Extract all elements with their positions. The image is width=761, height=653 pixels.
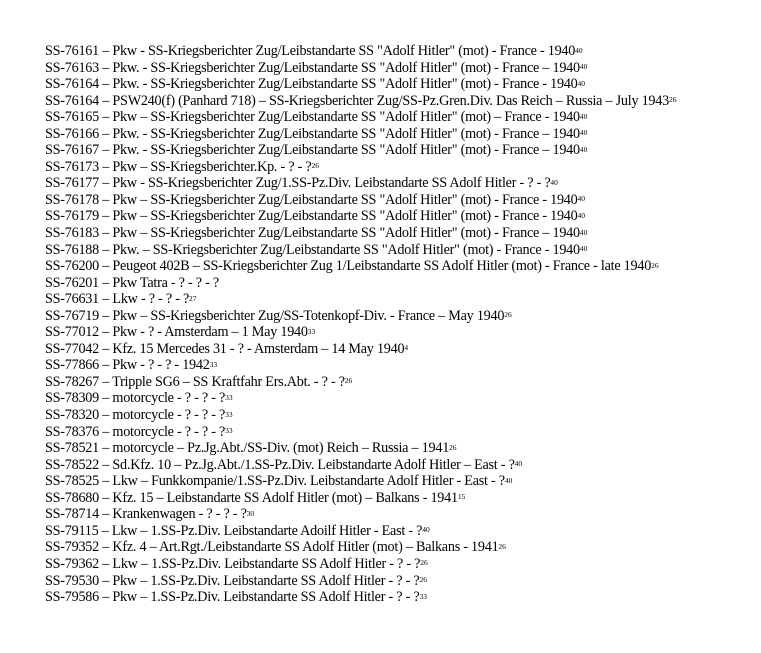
list-item bbox=[45, 357, 757, 374]
footnote-ref: 26 bbox=[311, 161, 319, 171]
footnote-ref: 26 bbox=[449, 442, 457, 452]
footnote-ref: 33 bbox=[419, 591, 427, 601]
entry-text: SS-76201 – Pkw Tatra - ? - ? - ? bbox=[45, 274, 219, 291]
list-item bbox=[45, 225, 757, 242]
entry-text: SS-78521 – motorcycle – Pz.Jg.Abt./SS-Div. (mot) Reich – Russia – 1941 bbox=[45, 440, 450, 457]
list-item bbox=[45, 341, 757, 358]
entry-text: SS-78522 – Sd.Kfz. 10 – Pz.Jg.Abt./1.SS-Pz.Div. Leibstandarte Adolf Hitler – East - ? bbox=[45, 456, 515, 473]
entry-text: SS-76183 – Pkw – SS-Kriegsberichter Zug/Leibstandarte SS "Adolf Hitler" (mot) - France – 1940 bbox=[45, 225, 580, 242]
list-item bbox=[45, 76, 757, 93]
list-item bbox=[45, 175, 757, 192]
entry-text: SS-76164 – PSW240(f) (Panhard 718) – SS-Kriegsberichter Zug/SS-Pz.Gren.Div. Das Reich – Russia – July 1943 bbox=[45, 92, 669, 109]
footnote-ref: 40 bbox=[422, 525, 430, 535]
entry-text: SS-76165 – Pkw – SS-Kriegsberichter Zug/Leibstandarte SS "Adolf Hitler" (mot) – France - 1940 bbox=[45, 109, 580, 126]
list-item bbox=[45, 457, 757, 474]
footnote-ref: 27 bbox=[189, 293, 197, 303]
entry-text: SS-76178 – Pkw – SS-Kriegsberichter Zug/Leibstandarte SS "Adolf Hitler" (mot) - France - 1940 bbox=[45, 191, 578, 208]
list-item bbox=[45, 291, 757, 308]
footnote-ref: 26 bbox=[344, 376, 353, 386]
list-item bbox=[45, 93, 757, 110]
list-item bbox=[45, 424, 757, 441]
footnote-ref: 40 bbox=[577, 194, 585, 204]
entry-text: SS-78267 – Tripple SG6 – SS Kraftfahr Ers.Abt. - ? - ? bbox=[45, 373, 345, 390]
footnote-ref: 40 bbox=[579, 227, 588, 237]
entry-text: SS-78714 – Krankenwagen - ? - ? - ? bbox=[45, 506, 247, 523]
vehicle-registration-list bbox=[45, 43, 757, 606]
entry-text: SS-76166 – Pkw. - SS-Kriegsberichter Zug/Leibstandarte SS "Adolf Hitler" (mot) - France – 1940 bbox=[45, 125, 580, 142]
entry-text: SS-79530 – Pkw – 1.SS-Pz.Div. Leibstandarte SS Adolf Hitler - ? - ? bbox=[45, 572, 420, 589]
footnote-ref: 40 bbox=[577, 210, 585, 220]
entry-text: SS-76163 – Pkw. - SS-Kriegsberichter Zug/Leibstandarte SS "Adolf Hitler" (mot) - France – 1940 bbox=[45, 59, 580, 76]
list-item bbox=[45, 490, 757, 507]
entry-text: SS-76173 – Pkw – SS-Kriegsberichter.Kp. - ? - ? bbox=[45, 158, 312, 175]
footnote-ref: 33 bbox=[209, 359, 218, 369]
list-item bbox=[45, 324, 757, 341]
list-item bbox=[45, 242, 757, 259]
list-item bbox=[45, 556, 757, 573]
footnote-ref: 26 bbox=[504, 310, 512, 320]
list-item bbox=[45, 539, 757, 556]
footnote-ref: 40 bbox=[514, 459, 523, 469]
footnote-ref: 40 bbox=[579, 62, 588, 72]
entry-text: SS-78320 – motorcycle - ? - ? - ? bbox=[45, 407, 226, 424]
entry-text: SS-76719 – Pkw – SS-Kriegsberichter Zug/SS-Totenkopf-Div. - France – May 1940 bbox=[45, 307, 505, 324]
footnote-ref: 40 bbox=[577, 78, 585, 88]
list-item bbox=[45, 208, 757, 225]
entry-text: SS-78525 – Lkw – Funkkompanie/1.SS-Pz.Div. Leibstandarte Adolf Hitler - East - ? bbox=[45, 473, 505, 490]
footnote-ref: 15 bbox=[457, 492, 466, 502]
footnote-ref: 26 bbox=[498, 541, 506, 551]
entry-text: SS-79586 – Pkw – 1.SS-Pz.Div. Leibstandarte SS Adolf Hitler - ? - ? bbox=[45, 589, 420, 606]
entry-text: SS-76188 – Pkw. – SS-Kriegsberichter Zug/Leibstandarte SS "Adolf Hitler" (mot) - France - 1940 bbox=[45, 241, 580, 258]
list-item bbox=[45, 109, 757, 126]
footnote-ref: 26 bbox=[420, 558, 428, 568]
footnote-ref: 40 bbox=[579, 144, 588, 154]
list-item bbox=[45, 374, 757, 391]
entry-text: SS-77866 – Pkw - ? - ? - 1942 bbox=[45, 357, 210, 374]
footnote-ref: 26 bbox=[668, 95, 677, 105]
list-item bbox=[45, 258, 757, 275]
entry-text: SS-78309 – motorcycle - ? - ? - ? bbox=[45, 390, 226, 407]
footnote-ref: 40 bbox=[575, 45, 583, 55]
footnote-ref: 40 bbox=[550, 177, 558, 187]
list-item bbox=[45, 573, 757, 590]
footnote-ref: 33 bbox=[225, 392, 233, 402]
entry-text: SS-76164 – Pkw. - SS-Kriegsberichter Zug/Leibstandarte SS "Adolf Hitler" (mot) - France - 1940 bbox=[45, 76, 578, 93]
list-item bbox=[45, 589, 757, 606]
list-item bbox=[45, 60, 757, 77]
footnote-ref: 33 bbox=[307, 326, 316, 336]
footnote-ref: 33 bbox=[225, 426, 233, 436]
footnote-ref: 33 bbox=[225, 409, 233, 419]
entry-text: SS-79352 – Kfz. 4 – Art.Rgt./Leibstandarte SS Adolf Hitler (mot) – Balkans - 1941 bbox=[45, 539, 499, 556]
entry-text: SS-76200 – Peugeot 402B – SS-Kriegsberichter Zug 1/Leibstandarte SS Adolf Hitler (mot) - France - late 1940 bbox=[45, 258, 652, 275]
list-item bbox=[45, 407, 757, 424]
list-item bbox=[45, 440, 757, 457]
list-item bbox=[45, 275, 757, 292]
list-item bbox=[45, 192, 757, 209]
entry-text: SS-76179 – Pkw – SS-Kriegsberichter Zug/Leibstandarte SS "Adolf Hitler" (mot) - France - 1940 bbox=[45, 208, 578, 225]
entry-text: SS-79115 – Lkw – 1.SS-Pz.Div. Leibstandarte Adoilf Hitler - East - ? bbox=[45, 522, 423, 539]
footnote-ref: 40 bbox=[579, 244, 588, 254]
footnote-ref: 4 bbox=[404, 343, 409, 353]
entry-text: SS-76631 – Lkw - ? - ? - ? bbox=[45, 291, 190, 308]
entry-text: SS-77012 – Pkw - ? - Amsterdam – 1 May 1940 bbox=[45, 324, 308, 341]
list-item bbox=[45, 308, 757, 325]
list-item bbox=[45, 43, 757, 60]
list-item bbox=[45, 506, 757, 523]
list-item bbox=[45, 523, 757, 540]
list-item bbox=[45, 390, 757, 407]
list-item bbox=[45, 142, 757, 159]
entry-text: SS-77042 – Kfz. 15 Mercedes 31 - ? - Amsterdam – 14 May 1940 bbox=[45, 340, 405, 357]
entry-text: SS-76161 – Pkw - SS-Kriegsberichter Zug/Leibstandarte SS "Adolf Hitler" (mot) - France - 1940 bbox=[45, 43, 576, 59]
list-item bbox=[45, 473, 757, 490]
list-item bbox=[45, 159, 757, 176]
footnote-ref: 40 bbox=[579, 128, 588, 138]
footnote-ref: 30 bbox=[246, 508, 255, 518]
entry-text: SS-79362 – Lkw – 1.SS-Pz.Div. Leibstandarte SS Adolf Hitler - ? - ? bbox=[45, 555, 421, 572]
footnote-ref: 40 bbox=[579, 111, 588, 121]
footnote-ref: 40 bbox=[504, 475, 513, 485]
entry-text: SS-78376 – motorcycle - ? - ? - ? bbox=[45, 423, 226, 440]
footnote-ref: 26 bbox=[419, 575, 427, 584]
entry-text: SS-76177 – Pkw - SS-Kriegsberichter Zug/1.SS-Pz.Div. Leibstandarte SS Adolf Hitler - ? - ? bbox=[45, 175, 551, 192]
entry-text: SS-76167 – Pkw. - SS-Kriegsberichter Zug/Leibstandarte SS "Adolf Hitler" (mot) - France – 1940 bbox=[45, 142, 580, 159]
entry-text: SS-78680 – Kfz. 15 – Leibstandarte SS Adolf Hitler (mot) – Balkans - 1941 bbox=[45, 489, 458, 506]
list-item bbox=[45, 126, 757, 143]
footnote-ref: 26 bbox=[651, 260, 659, 270]
